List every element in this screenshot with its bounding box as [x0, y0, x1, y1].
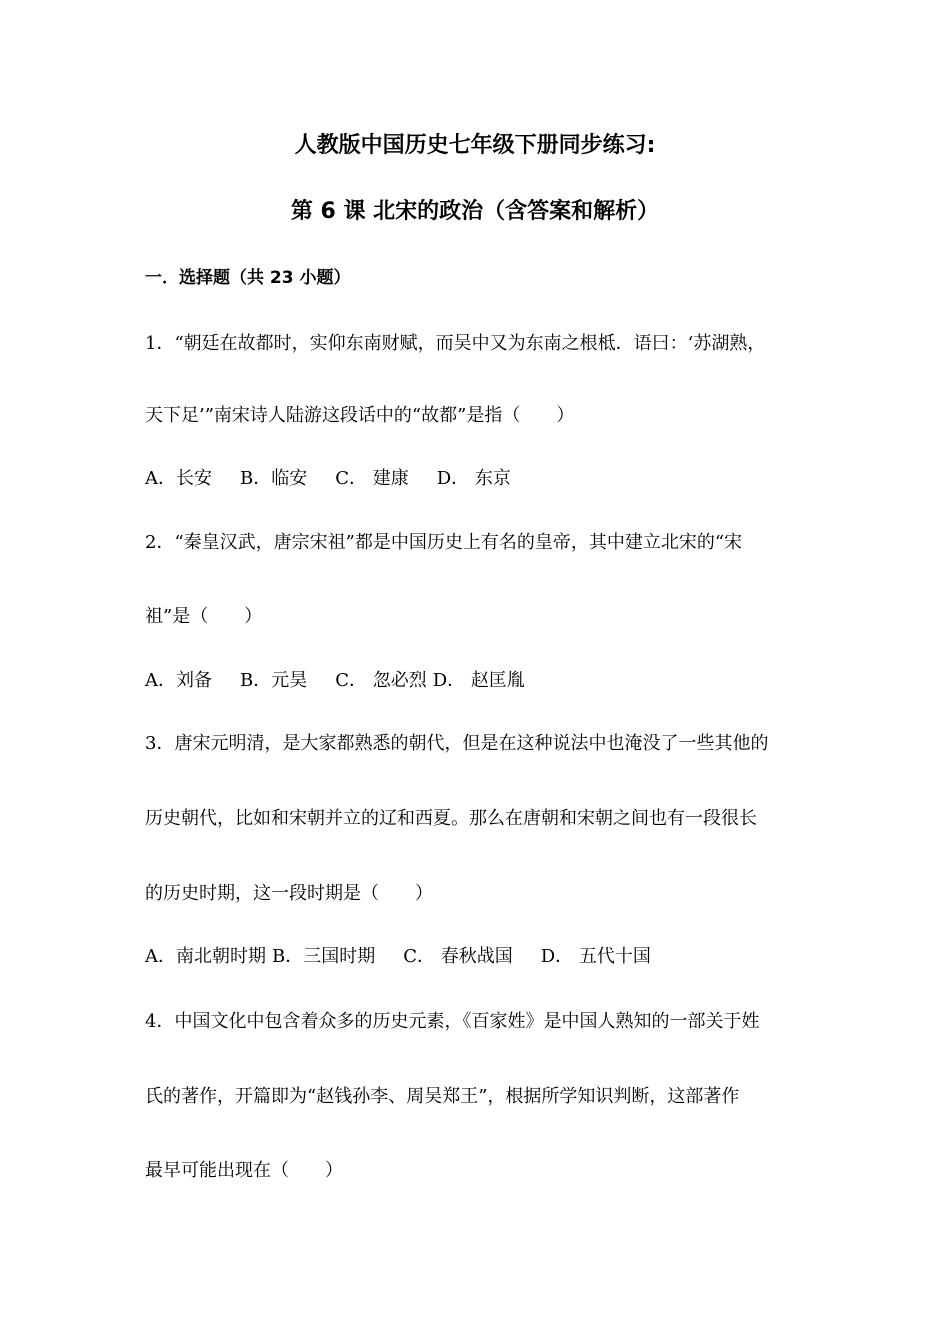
question-2-option-a: A．刘备: [145, 670, 212, 691]
document-title-line-1: 人教版中国历史七年级下册同步练习:: [294, 133, 656, 158]
question-2-option-d: D． 赵匡胤: [432, 670, 525, 691]
question-2-line-2: 祖”是（ ）: [145, 606, 263, 627]
question-4-line-3: 最早可能出现在（ ）: [145, 1160, 343, 1181]
question-3-line-2: 历史朝代，比如和宋朝并立的辽和西夏。那么在唐朝和宋朝之间也有一段很长: [145, 808, 757, 829]
question-3-option-a: A．南北朝时期: [145, 946, 266, 967]
question-3-line-1: 3．唐宋元明清，是大家都熟悉的朝代，但是在这种说法中也淹没了一些其他的: [145, 733, 769, 754]
question-3-option-d: D． 五代十国: [540, 946, 651, 967]
question-3-line-3: 的历史时期，这一段时期是（ ）: [145, 883, 433, 904]
question-1-option-a: A．长安: [145, 468, 212, 489]
question-3-option-c: C． 春秋战国: [403, 946, 513, 967]
question-4-line-2: 氏的著作，开篇即为“赵钱孙李、周吴郑王”，根据所学知识判断，这部著作: [145, 1086, 740, 1107]
question-1-option-b: B．临安: [240, 468, 308, 489]
question-2-option-b: B．元昊: [240, 670, 308, 691]
question-2-options: [145, 669, 553, 693]
document-title-line-2: 第 6 课 北宋的政治（含答案和解析）: [290, 199, 660, 224]
section-heading: 一．选择题（共 23 小题）: [145, 268, 351, 288]
question-2-line-1: 2．“秦皇汉武，唐宗宋祖”都是中国历史上有名的皇帝，其中建立北宋的“宋: [145, 532, 743, 553]
question-1-line-1: 1．“朝廷在故都时，实仰东南财赋，而吴中又为东南之根柢．语曰：‘苏湖熟，: [145, 333, 766, 354]
question-2-option-c: C． 忽必烈: [335, 670, 427, 691]
question-1-options: [145, 467, 539, 491]
question-3-option-b: B．三国时期: [272, 946, 376, 967]
question-1-option-d: D． 东京: [436, 468, 511, 489]
question-1-line-2: 天下足’”南宋诗人陆游这段话中的“故都”是指（ ）: [145, 405, 575, 426]
question-4-line-1: 4．中国文化中包含着众多的历史元素，《百家姓》是中国人熟知的一部关于姓: [145, 1011, 760, 1032]
question-1-option-c: C． 建康: [335, 468, 409, 489]
question-3-options: [145, 945, 679, 969]
